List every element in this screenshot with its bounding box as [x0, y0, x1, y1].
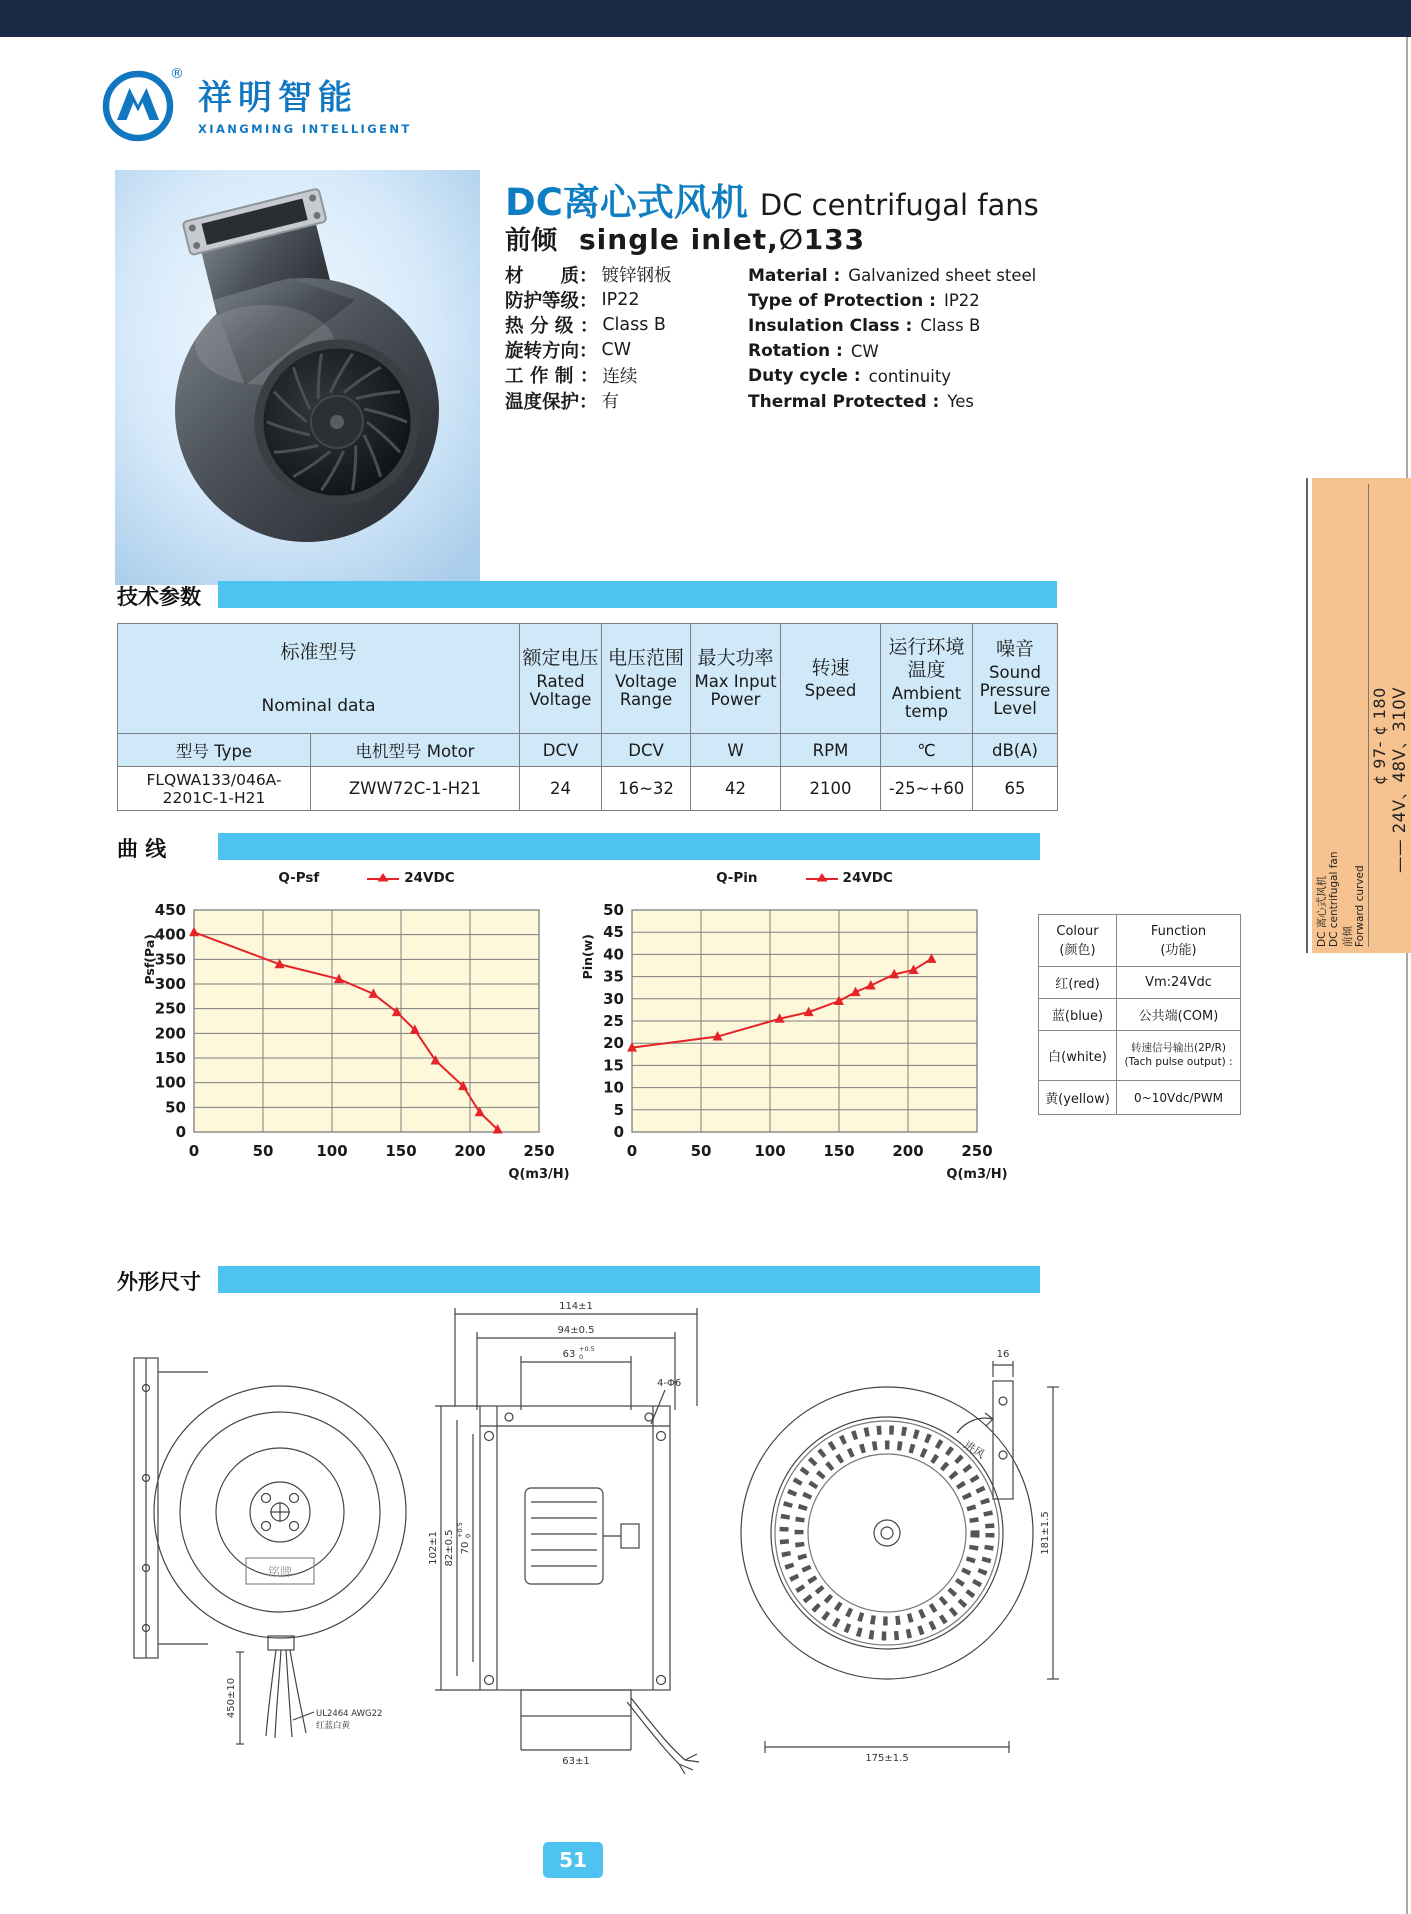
spec-list-en	[748, 263, 1048, 414]
y-tick-label: 40	[603, 945, 624, 964]
title-cn: DC离心式风机	[505, 181, 748, 224]
nameplate-label: 铭牌	[267, 1565, 293, 1579]
dim-cable-length: 450±10	[226, 1677, 237, 1719]
cell-noise: 65	[973, 767, 1058, 811]
y-tick-label: 10	[603, 1078, 624, 1097]
page-title	[505, 172, 1039, 226]
y-tick-label: 20	[603, 1034, 624, 1053]
y-tick-label: 200	[154, 1024, 186, 1043]
y-axis-label: Pin(w)	[580, 934, 595, 980]
y-axis-label: Psf(Pa)	[142, 934, 157, 985]
y-tick-label: 25	[603, 1012, 624, 1030]
section-title-dims: 外形尺寸	[117, 1270, 201, 1294]
x-tick-label: 150	[385, 1142, 417, 1160]
brand-name-cn: 祥明智能	[198, 78, 358, 118]
spec-list-cn	[505, 262, 750, 413]
plot-area	[194, 910, 539, 1132]
cable-spec-label: UL2464 AWG22	[316, 1709, 383, 1719]
page-number: 51	[559, 1848, 587, 1872]
x-tick-label: 200	[892, 1142, 924, 1160]
side-view-drawing	[425, 1298, 725, 1778]
tech-parameters-table	[117, 623, 1058, 811]
y-tick-label: 45	[603, 923, 624, 942]
spec-row-thermal-en: Thermal Protected : Yes	[748, 391, 974, 412]
header-ambient-temp: 运行环境温度 Ambient temp	[881, 624, 973, 734]
y-tick-label: 0	[175, 1123, 186, 1141]
unit-max-power: W	[691, 734, 781, 767]
spec-row-protection-en: Type of Protection : IP22	[748, 290, 980, 311]
header-max-power: 最大功率 Max Input Power	[691, 624, 781, 734]
spec-row-rotation-en: Rotation : CW	[748, 341, 879, 362]
x-tick-label: 150	[823, 1142, 855, 1160]
dim-width-inner: 63	[562, 1349, 576, 1360]
cell-type: FLQWA133/046A-2201C-1-H21	[118, 767, 311, 811]
dim-width-overall: 114±1	[559, 1301, 593, 1312]
cell-speed: 2100	[781, 767, 881, 811]
logo-mark-icon	[98, 62, 182, 146]
unit-ambient-temp: ℃	[881, 734, 973, 767]
wire-row-yellow: 黄(yellow) 0~10Vdc/PWM	[1039, 1081, 1241, 1115]
spec-row-duty-cn: 工 作 制 ： 连续	[505, 366, 638, 388]
sidebar-size-range: ¢ 97- ¢ 180	[1370, 687, 1389, 785]
spec-row-material-cn: 材 质： 镀锌钢板	[505, 265, 672, 287]
sidebar-voltages: —— 24V、48V、310V	[1390, 686, 1409, 873]
subtitle-en: single inlet,∅133	[579, 223, 866, 256]
air-inlet-label: 进风	[961, 1438, 987, 1462]
y-tick-label: 100	[154, 1073, 186, 1092]
wire-row-red: 红(red) Vm:24Vdc	[1039, 967, 1241, 999]
section-bar-curve	[218, 833, 1040, 860]
legend-marker-icon	[367, 873, 399, 884]
x-tick-label: 0	[626, 1142, 638, 1160]
x-tick-label: 0	[188, 1142, 200, 1160]
dim-mount-holes: 4-Φ6	[657, 1378, 682, 1389]
header-speed: 转速 Speed	[781, 624, 881, 734]
wire-row-blue: 蓝(blue) 公共端(COM)	[1039, 999, 1241, 1031]
page-subtitle	[505, 220, 865, 257]
dim-height-inner-group	[456, 1522, 472, 1554]
chart-q-psf	[130, 896, 570, 1184]
chart1-header	[194, 870, 539, 886]
company-logo	[98, 62, 412, 146]
wire-colour-table	[1038, 914, 1241, 1115]
x-tick-label: 100	[316, 1142, 348, 1160]
cell-motor: ZWW72C-1-H21	[311, 767, 520, 811]
x-axis-label: Q(m3/H)	[508, 1167, 570, 1182]
y-tick-label: 35	[603, 967, 624, 986]
right-tab-sidebar	[1312, 478, 1411, 953]
chart2-legend: 24VDC	[806, 870, 893, 886]
chart1-title: Q-Psf	[278, 870, 320, 886]
unit-speed: RPM	[781, 734, 881, 767]
dim-height-inner-tol-up: +0.5	[456, 1522, 464, 1538]
spec-row-thermal-cn: 温度保护： 有	[505, 391, 620, 413]
subtitle-cn: 前倾	[505, 226, 558, 256]
dim-height-mount: 82±0.5	[444, 1529, 455, 1567]
x-axis-label: Q(m3/H)	[946, 1167, 1008, 1182]
chart1-legend: 24VDC	[367, 870, 454, 886]
header-motor: 电机型号 Motor	[311, 734, 520, 767]
top-banner-bar	[0, 0, 1411, 37]
header-rated-voltage: 额定电压 Rated Voltage	[520, 624, 602, 734]
sidebar-type-label: 前倾 Forward curved	[1342, 865, 1366, 947]
y-tick-label: 50	[603, 901, 624, 919]
header-type: 型号 Type	[118, 734, 311, 767]
title-en: DC centrifugal fans	[759, 188, 1039, 222]
y-tick-label: 300	[154, 975, 186, 993]
y-tick-label: 15	[603, 1056, 624, 1075]
y-tick-label: 0	[613, 1123, 624, 1141]
section-bar-tech	[218, 581, 1057, 608]
x-tick-label: 100	[754, 1142, 786, 1160]
table-row	[118, 767, 1058, 811]
cell-max-power: 42	[691, 767, 781, 811]
cable-colors-label: 红蓝白黄	[316, 1721, 351, 1731]
y-tick-label: 350	[154, 950, 186, 969]
cell-voltage-range: 16~32	[602, 767, 691, 811]
dim-width-mount: 94±0.5	[557, 1325, 595, 1336]
y-tick-label: 450	[154, 901, 186, 919]
dim-height-overall-rear: 181±1.5	[1040, 1511, 1051, 1555]
x-tick-label: 50	[252, 1142, 274, 1160]
x-tick-label: 200	[454, 1142, 486, 1160]
product-photo	[115, 170, 480, 585]
dim-bracket-thickness: 16	[996, 1349, 1010, 1360]
spec-row-protection-cn: 防护等级： IP22	[505, 289, 640, 312]
y-tick-label: 400	[154, 925, 186, 944]
sidebar-divider-line	[1368, 484, 1369, 947]
dim-height-inner-tol-dn: 0	[464, 1533, 472, 1538]
rear-view-drawing	[735, 1315, 1070, 1765]
y-tick-label: 250	[154, 999, 186, 1018]
dim-height-inner: 70	[460, 1541, 471, 1555]
unit-voltage-range: DCV	[602, 734, 691, 767]
dim-outlet-width: 63±1	[562, 1756, 590, 1767]
unit-rated-voltage: DCV	[520, 734, 602, 767]
x-tick-label: 250	[961, 1142, 993, 1160]
header-nominal-data: 标准型号 Nominal data	[118, 624, 520, 734]
spec-row-duty-en: Duty cycle : continuity	[748, 366, 952, 387]
section-title-curve: 曲 线	[117, 837, 167, 861]
page-right-border	[1406, 37, 1408, 1914]
y-tick-label: 5	[613, 1100, 624, 1119]
brand-name-en: XIANGMING INTELLIGENT	[198, 122, 412, 136]
spec-row-rotation-cn: 旋转方向： CW	[505, 340, 632, 363]
wire-row-white: 白(white) 转速信号输出(2P/R) (Tach pulse output) :	[1039, 1031, 1241, 1081]
section-title-tech: 技术参数	[117, 585, 201, 609]
unit-noise: dB(A)	[973, 734, 1058, 767]
y-tick-label: 150	[154, 1049, 186, 1067]
section-bar-dims	[218, 1266, 1040, 1293]
registered-mark: ®	[170, 66, 184, 82]
dim-height-overall: 102±1	[428, 1531, 439, 1565]
spec-row-material-en: Material : Galvanized sheet steel	[748, 265, 1037, 286]
dim-width-inner-tol-dn: 0	[579, 1353, 584, 1361]
y-tick-label: 30	[603, 989, 624, 1008]
legend-marker-icon	[806, 873, 838, 884]
wire-header-colour: Colour (颜色)	[1039, 915, 1117, 967]
chart2-title: Q-Pin	[716, 870, 758, 886]
chart2-header	[632, 870, 977, 886]
cell-rated-voltage: 24	[520, 767, 602, 811]
page-number-badge	[543, 1842, 603, 1878]
front-view-drawing	[118, 1320, 418, 1770]
spec-row-insulation-cn: 热 分 级 ： Class B	[505, 314, 666, 337]
spec-row-insulation-en: Insulation Class : Class B	[748, 315, 981, 336]
cell-ambient-temp: -25~+60	[881, 767, 973, 811]
sidebar-product-label: DC 离心式风机 DC centrifugal fan	[1316, 851, 1340, 947]
header-noise: 噪音 Sound Pressure Level	[973, 624, 1058, 734]
x-tick-label: 50	[690, 1142, 712, 1160]
header-voltage-range: 电压范围 Voltage Range	[602, 624, 691, 734]
dim-width-overall-rear: 175±1.5	[865, 1753, 909, 1764]
x-tick-label: 250	[523, 1142, 555, 1160]
chart-q-pin	[568, 896, 1008, 1184]
dim-width-inner-tol-up: +0.5	[579, 1345, 595, 1353]
wire-header-function: Function (功能)	[1117, 915, 1241, 967]
sidebar-left-border	[1306, 478, 1308, 953]
y-tick-label: 50	[165, 1098, 186, 1117]
